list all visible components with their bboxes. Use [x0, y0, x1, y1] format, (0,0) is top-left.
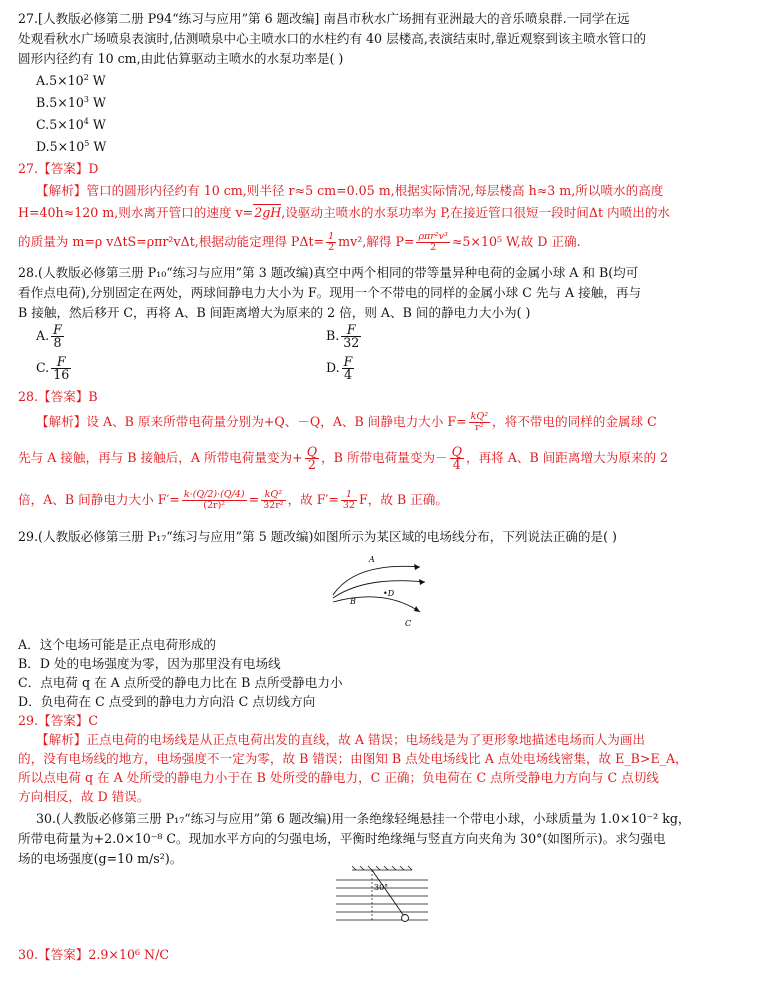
- arrow-head-bottom: [414, 606, 420, 612]
- q27-option-c: $C.5\times 10^4$ W: [36, 116, 106, 132]
- pendulum-field-diagram: [332, 860, 432, 932]
- q27-explanation-line1: 【解析】管口的圆形内径约有 10 cm,则半径 r≈5 cm=0.05 m,根据实际情况,每层楼高 h≈3 m,所以喷水的高度: [36, 183, 664, 198]
- q29-option-c: C．点电荷 q 在 A 点所受的静电力比在 B 点所受静电力小: [18, 675, 343, 690]
- q30-stem-line3: 场的电场强度(g=10 m/s²)。: [18, 851, 183, 866]
- q28-explanation-line2: 先与 A 接触，再与 B 接触后，A 所带电荷量变为+ $\frac{Q}{2}$ ，B 所带电荷量变为－ $\frac{Q}{4}$ ，再将 A、B 间距离增大为原来的 2: [18, 444, 669, 472]
- q30-stem-line1: 30.(人教版必修第三册 P₁₇“练习与应用”第 6 题改编)用一条绝缘轻绳悬挂一个带电小球，小球质量为 1.0×10⁻² kg，: [36, 811, 691, 826]
- q28-stem-line2: 看作点电荷),分别固定在两处，两球间静电力大小为 F。现用一个不带电的同样的金属小球 C 先与 A 接触，再与: [18, 285, 642, 300]
- q27-stem-line1: 27.[人教版必修第二册 P94“练习与应用”第 6 题改编] 南昌市秋水广场拥有亚洲最大的音乐喷泉群.一同学在远: [18, 11, 630, 26]
- q28-explanation-line1: 【解析】设 A、B 原来所带电荷量分别为+Q、－Q，A、B 间静电力大小 F= $\frac{\text{kQ²}}{\text{r²}}$ ，将不带电的同样的金属球 C: [36, 411, 657, 433]
- q28-explanation-line3: 倍，A、B 间静电力大小 F′= $\frac{k\cdot(Q/2)\cdot(Q/4)}{\text{(2r)²}}$ = $\frac{\text{kQ²}}{\text{32r²}}$ ，故 F′= $\frac{1}{32}$ F，故 B 正确。: [18, 489, 448, 511]
- field-line-middle: [333, 581, 425, 598]
- q29-explanation-line1: 【解析】正点电荷的电场线是从正点电荷出发的直线，故 A 错误；电场线是为了更形象地描述电场而人为画出: [36, 732, 646, 747]
- q27-explanation-line2: H=40h≈120 m,则水离开管口的速度 v=2gH,设驱动主喷水的水泵功率为 P,在接近管口很短一段时间Δt 内喷出的水: [18, 205, 671, 220]
- q27-stem-line2: 处观看秋水广场喷泉表演时,估测喷泉中心主喷水口的水柱约有 40 层楼高,表演结束时,靠近观察到该主喷水管口的: [18, 31, 646, 46]
- q27-explanation-line3: 的质量为 m=ρ vΔtS=ρπr²vΔt,根据动能定理得 PΔt= $\frac{1}{2}$ mv²,解得 P= $\frac{\text{ρπr²v³}}{2}$ ≈5×10⁵ W,故 D 正确.: [18, 231, 581, 253]
- q27-answer: 27.【答案】D: [18, 161, 99, 176]
- q28-answer: 28.【答案】B: [18, 389, 98, 404]
- q28-option-c: C. $\frac{F}{16}$: [36, 354, 70, 382]
- q29-option-a: A．这个电场可能是正点电荷形成的: [18, 637, 217, 652]
- q29-option-b: B．D 处的电场强度为零，因为那里没有电场线: [18, 656, 281, 671]
- q29-option-d: D．负电荷在 C 点受到的静电力方向沿 C 点切线方向: [18, 694, 316, 709]
- charged-ball: [402, 915, 409, 922]
- q27-stem-line3: 圆形内径约有 10 cm,由此估算驱动主喷水的水泵功率是( ): [18, 51, 344, 66]
- q29-explanation-line3: 所以点电荷 q 在 A 处所受的静电力小于在 B 处所受的静电力，C 正确；负电荷在 C 点所受静电力方向与 C 点切线: [18, 770, 659, 785]
- q28-stem-line1: 28.(人教版必修第三册 P₁₀“练习与应用”第 3 题改编)真空中两个相同的带等量异种电荷的金属小球 A 和 B(均可: [18, 265, 639, 280]
- q29-answer: 29.【答案】C: [18, 713, 99, 728]
- label-c: C: [405, 619, 412, 628]
- angle-label: 30°: [374, 883, 389, 892]
- label-d: •D: [383, 589, 395, 598]
- arrow-head-top: [414, 564, 420, 570]
- sqrt-2gh: 2gH: [254, 205, 282, 220]
- label-a: A: [369, 555, 375, 564]
- q29-explanation-line2: 的，没有电场线的地方，电场强度不一定为零，故 B 错误；由图知 B 点处电场线比 A 点处电场线密集，故 E_B>E_A，: [18, 751, 688, 766]
- q27-option-b: $B.5\times 10^3$ W: [36, 94, 106, 110]
- q29-stem: 29.(人教版必修第三册 P₁₇“练习与应用”第 5 题改编)如图所示为某区域的电场线分布，下列说法正确的是( ): [18, 529, 617, 544]
- label-b: B: [350, 597, 356, 606]
- q30-stem-line2: 所带电荷量为+2.0×10⁻⁸ C。现加水平方向的匀强电场，平衡时绝缘绳与竖直方向夹角为 30°(如图所示)。求匀强电: [18, 831, 666, 846]
- q28-option-b: B. $\frac{F}{32}$: [326, 322, 360, 350]
- q30-answer: 30.【答案】2.9×10⁶ N/C: [18, 947, 169, 962]
- q28-stem-line3: B 接触，然后移开 C，再将 A、B 间距离增大为原来的 2 倍，则 A、B 间的静电力大小为( ): [18, 305, 531, 320]
- electric-field-diagram: [325, 550, 435, 630]
- q27-option-a: $A.5\times 10^2$ W: [36, 72, 106, 88]
- string: [372, 870, 404, 916]
- q29-explanation-line4: 方向相反，故 D 错误。: [18, 789, 150, 804]
- arrow-head-middle: [419, 579, 425, 585]
- field-line-bottom: [333, 597, 420, 612]
- q28-option-d: D. $\frac{F}{4}$: [326, 354, 353, 382]
- q27-option-d: $D.5\times 10^5$ W: [36, 138, 107, 154]
- q28-option-a: A. $\frac{F}{8}$: [36, 322, 62, 350]
